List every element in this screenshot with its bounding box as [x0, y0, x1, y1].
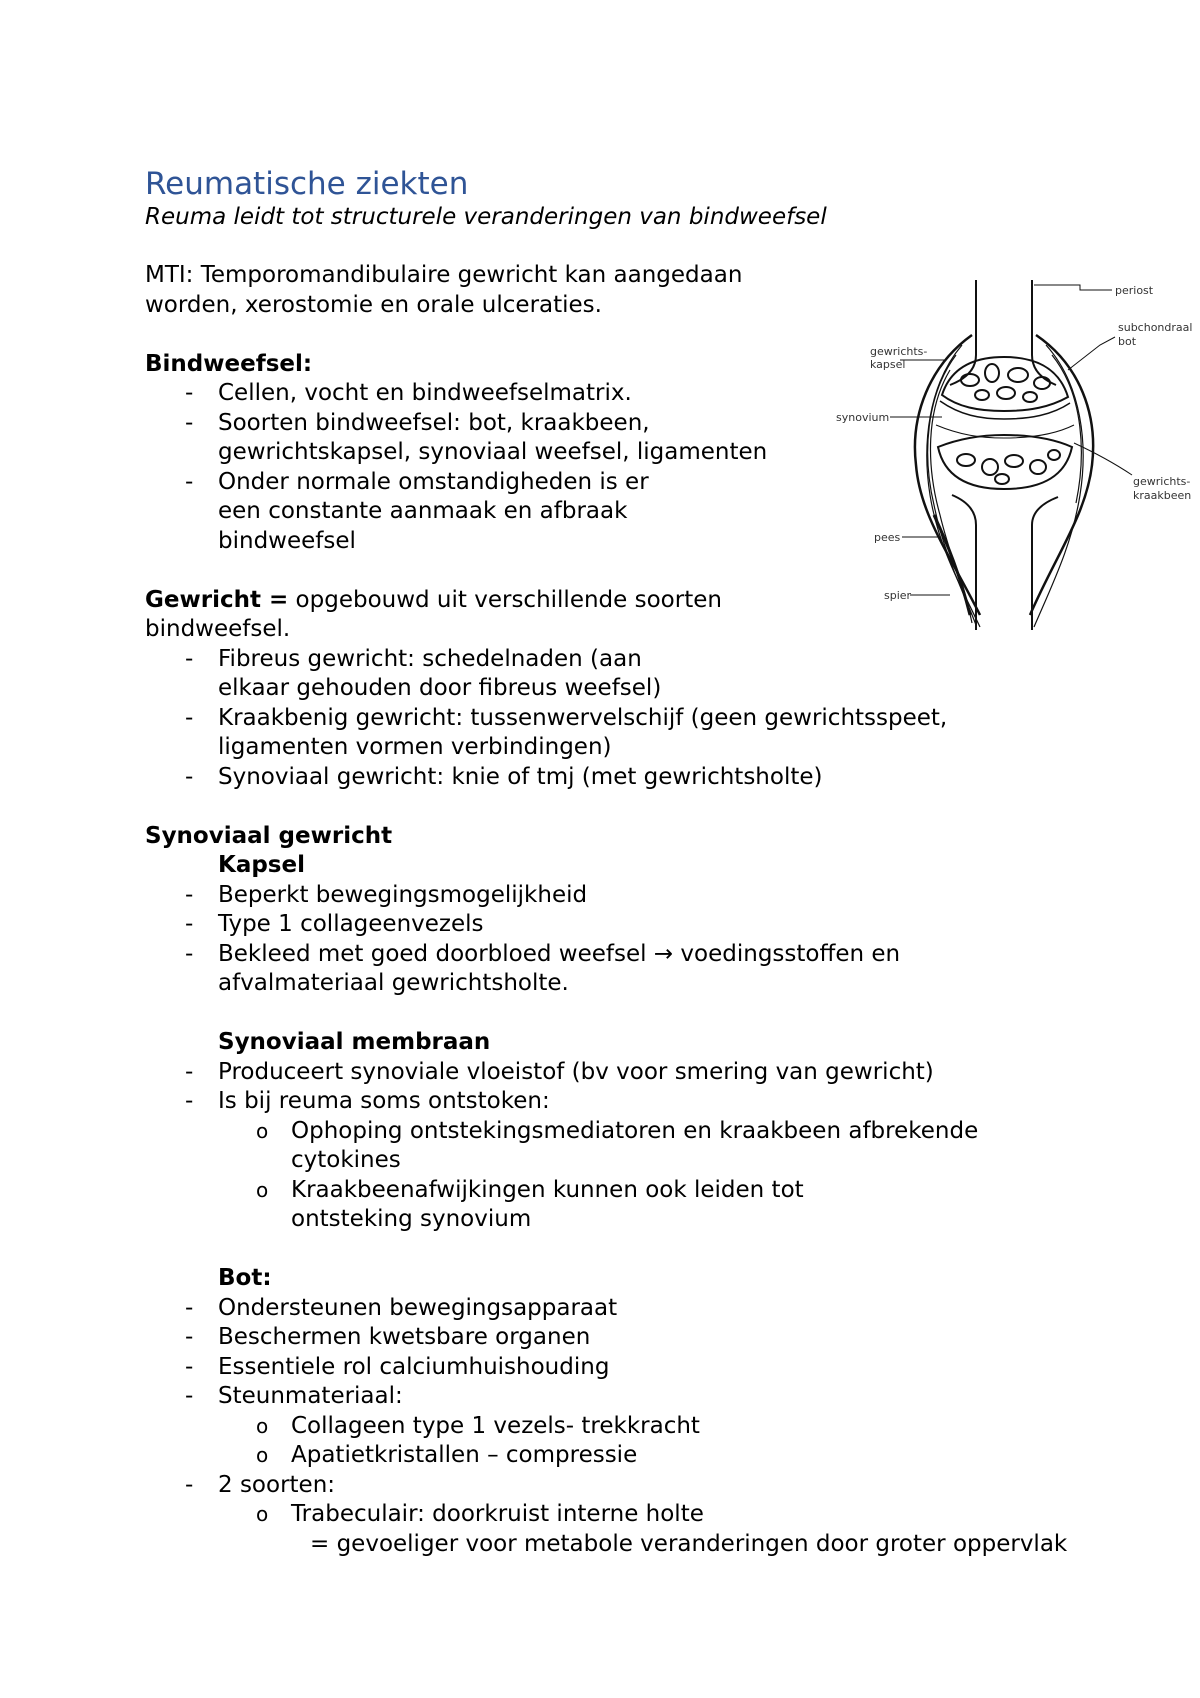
- gewricht-text: opgebouwd uit verschillende soorten bindweefsel.: [145, 586, 722, 642]
- list-item: - Kraakbenig gewricht: tussenwervelschijf (geen gewrichtsspeet, ligamenten vormen verbindingen): [145, 704, 1008, 763]
- bot-heading: Bot:: [218, 1265, 272, 1291]
- label-gewrichtskraakbeen-2: kraakbeen: [1133, 489, 1192, 502]
- label-periost: periost: [1115, 284, 1154, 297]
- sub-list-item: o Kraakbeenafwijkingen kunnen ook leiden tot ontsteking synovium: [145, 1176, 911, 1235]
- list-item: - Ondersteunen bewegingsapparaat: [145, 1294, 1045, 1324]
- list-item: - Beschermen kwetsbare organen: [145, 1323, 1045, 1353]
- sub-list-item: o Collageen type 1 vezels- trekkracht: [145, 1412, 1045, 1442]
- mti-paragraph: MTI: Temporomandibulaire gewricht kan aangedaan worden, xerostomie en orale ulceraties.: [145, 262, 743, 318]
- list-item: - Essentiele rol calciumhuishouding: [145, 1353, 1045, 1383]
- joint-diagram: [830, 275, 1200, 640]
- bindweefsel-heading: Bindweefsel:: [145, 350, 313, 377]
- gewricht-list: [145, 645, 1045, 793]
- gewricht-heading: Gewricht =: [145, 586, 289, 613]
- kapsel-heading: Kapsel: [218, 852, 305, 878]
- label-spier: spier: [884, 589, 912, 602]
- sub-list-item: o Apatietkristallen – compressie: [145, 1441, 1045, 1471]
- page-subtitle: Reuma leidt tot structurele veranderingen van bindweefsel: [145, 204, 827, 230]
- label-synovium: synovium: [836, 411, 890, 424]
- list-item: - Beperkt bewegingsmogelijkheid: [145, 881, 965, 911]
- list-item: - Cellen, vocht en bindweefselmatrix.: [145, 379, 825, 409]
- list-item: - Soorten bindweefsel: bot, kraakbeen, gewrichtskapsel, synoviaal weefsel, ligamenten: [145, 409, 825, 468]
- list-item: - 2 soorten:: [145, 1471, 1045, 1501]
- sub-list-item: o Trabeculair: doorkruist interne holte: [145, 1500, 1045, 1530]
- list-item: - Produceert synoviale vloeistof (bv voor smering van gewricht): [145, 1058, 1045, 1088]
- list-item: - Bekleed met goed doorbloed weefsel → voedingsstoffen en afvalmateriaal gewrichtsholte.: [145, 940, 965, 999]
- sub-list-item: o Ophoping ontstekingsmediatoren en kraakbeen afbrekende cytokines: [145, 1117, 1045, 1176]
- bot-list: [145, 1294, 1045, 1530]
- synoviaal-heading: Synoviaal gewricht: [145, 822, 393, 849]
- label-pees: pees: [874, 531, 901, 544]
- bindweefsel-list: [145, 379, 825, 556]
- label-gewrichtskapsel-2: kapsel: [870, 358, 906, 371]
- gewricht-paragraph: [145, 586, 785, 645]
- list-item: - Onder normale omstandigheden is er een constante aanmaak en afbraak bindweefsel: [145, 468, 825, 557]
- label-gewrichtskapsel: gewrichts-: [870, 345, 928, 358]
- list-item: - Is bij reuma soms ontstoken:: [145, 1087, 1045, 1117]
- kapsel-list: [145, 881, 965, 999]
- joint-illustration: [830, 275, 1200, 640]
- list-item: - Steunmateriaal:: [145, 1382, 1045, 1412]
- membraan-list: [145, 1058, 1045, 1235]
- list-item: - Synoviaal gewricht: knie of tmj (met gewrichtsholte): [145, 763, 1045, 793]
- label-subchondraal-bot: subchondraal: [1118, 321, 1193, 334]
- label-gewrichtskraakbeen: gewrichts-: [1133, 475, 1191, 488]
- list-item: - Type 1 collageenvezels: [145, 910, 965, 940]
- membraan-heading: Synoviaal membraan: [218, 1029, 491, 1055]
- bot-eq-text: = gevoeliger voor metabole veranderingen door groter oppervlak: [310, 1530, 1068, 1557]
- list-item: - Fibreus gewricht: schedelnaden (aan elkaar gehouden door fibreus weefsel): [145, 645, 718, 704]
- label-subchondraal-bot-2: bot: [1118, 335, 1137, 348]
- page-title: Reumatische ziekten: [145, 166, 469, 202]
